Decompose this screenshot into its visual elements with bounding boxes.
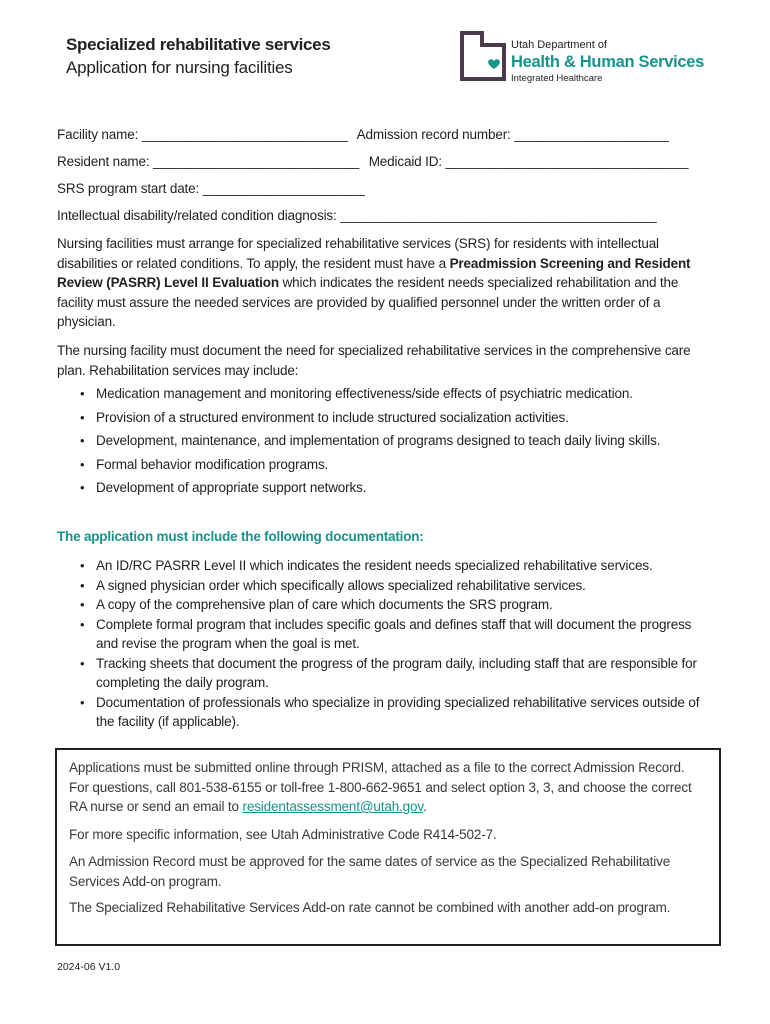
logo-line-division: Integrated Healthcare: [511, 73, 603, 84]
resident-name-field[interactable]: Resident name: ____________________________: [57, 154, 360, 169]
version-footer: 2024-06 V1.0: [57, 961, 121, 973]
email-link[interactable]: residentassessment@utah.gov: [242, 799, 424, 814]
list-item: • Documentation of professionals who specialize in providing specialized rehabilitative services outside of the facility (if applicable).: [78, 693, 708, 732]
document-subtitle: Application for nursing facilities: [66, 58, 293, 77]
notice-rate-paragraph: The Specialized Rehabilitative Services Add-on rate cannot be combined with another add-on program.: [69, 900, 671, 915]
list-item: • Development of appropriate support networks.: [78, 478, 708, 497]
notice-submission-text: Applications must be submitted online through PRISM, attached as a file to the correct Admission Record. For questions, call 801-538-6155 or toll-free 1-800-662-9651 and select option 3, 3, and choose the correct RA nurse or send an email to: [69, 760, 692, 814]
facility-name-field[interactable]: Facility name: ____________________________: [57, 127, 348, 142]
logo-line-agency: Health & Human Services: [511, 53, 705, 71]
diagnosis-field[interactable]: Intellectual disability/related condition diagnosis: ___________________________________________: [57, 208, 657, 223]
care-plan-paragraph: The nursing facility must document the need for specialized rehabilitative services in the comprehensive care plan. Rehabilitation services may include:: [57, 343, 691, 378]
list-item: • Tracking sheets that document the progress of the program daily, including staff that are responsible for completing the daily program.: [78, 654, 708, 693]
field-row-diagnosis: [57, 207, 657, 225]
srs-start-date-field[interactable]: SRS program start date: ______________________: [57, 181, 365, 196]
rehab-services-list: [78, 384, 708, 502]
documentation-list: [78, 556, 708, 732]
document-header: [66, 34, 446, 80]
list-item: • Medication management and monitoring effectiveness/side effects of psychiatric medication.: [78, 384, 708, 403]
dhhs-logo: [460, 31, 720, 87]
intro-paragraph: [57, 234, 717, 332]
list-item: • Provision of a structured environment to include structured socialization activities.: [78, 408, 708, 427]
document-title: Specialized rehabilitative services: [66, 35, 331, 54]
list-item: • Complete formal program that includes specific goals and defines staff that will document the progress and revise the program when the goal is met.: [78, 615, 708, 654]
list-item: • A copy of the comprehensive plan of care which documents the SRS program.: [78, 595, 708, 615]
notice-submission-paragraph: [69, 758, 699, 817]
utah-state-icon: [460, 31, 506, 81]
intro-text-start: Nursing facilities must arrange for specialized rehabilitative services (SRS) for residents with intellectual disabilities or related conditions. To apply, the resident must have a: [57, 236, 659, 271]
medicaid-id-field[interactable]: Medicaid ID: _________________________________: [368, 154, 689, 169]
logo-line-department: Utah Department of: [511, 39, 607, 51]
field-row-resident: [57, 153, 688, 171]
admission-record-field[interactable]: Admission record number: _____________________: [356, 127, 669, 142]
intro-pasrr-bold: Preadmission Screening and Resident Review (PASRR) Level II Evaluation: [57, 255, 691, 290]
list-item: • Formal behavior modification programs.: [78, 455, 708, 474]
list-item: • An ID/RC PASRR Level II which indicates the resident needs specialized rehabilitative services.: [78, 556, 708, 576]
notice-period: .: [423, 799, 427, 814]
list-item: • A signed physician order which specifically allows specialized rehabilitative services.: [78, 576, 708, 596]
field-row-srs-date: [57, 180, 365, 198]
notice-dates-paragraph: An Admission Record must be approved for the same dates of service as the Specialized Rehabilitative Services Add-on program.: [69, 854, 671, 889]
documentation-heading: The application must include the following documentation:: [57, 529, 424, 544]
submission-notice-box: [55, 748, 721, 946]
notice-code-paragraph: For more specific information, see Utah Administrative Code R414-502-7.: [69, 827, 497, 842]
intro-text-end: which indicates the resident needs specialized rehabilitation and the facility must assure the needed services are provided by qualified personnel under the written order of a physician.: [57, 275, 679, 329]
logo-text: [511, 39, 704, 85]
field-row-facility: [57, 126, 669, 144]
list-item: • Development, maintenance, and implementation of programs designed to teach daily living skills.: [78, 431, 708, 450]
